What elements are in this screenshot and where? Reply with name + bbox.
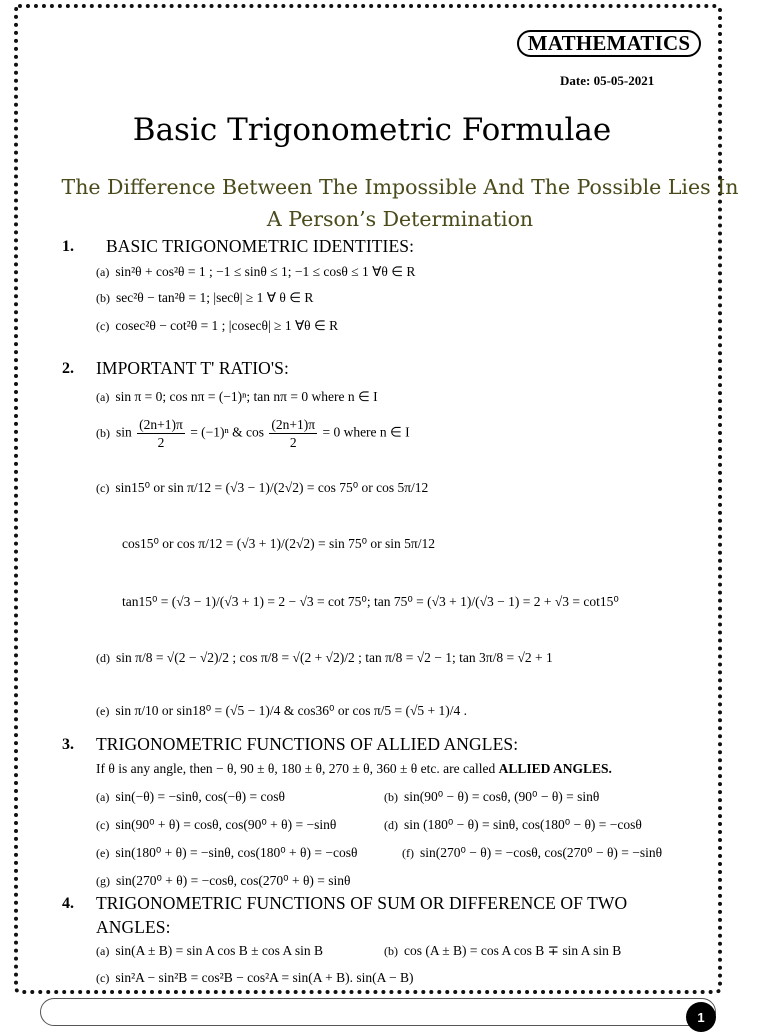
section-4-heading-cont: ANGLES: [96, 917, 171, 937]
fraction: $\frac{(2n+1)\pi}{2}$ [271, 417, 316, 450]
s2-line-b: (b) sin $\frac{(2n+1)\pi}{2}$ = (−1)ⁿ & cos $\frac{(2n+1)\pi}{2}$ = 0 where n ∈ I [96, 417, 410, 450]
s2-line-e: (e) sin π/10 or sin18⁰ = (√5 − 1)/4 & cos36⁰ or cos π/5 = (√5 + 1)/4 . [96, 703, 468, 718]
fraction: $\frac{(2n+1)\pi}{2}$ [139, 417, 183, 450]
section-1-number: 1. [62, 238, 74, 255]
s3-intro: If θ is any angle, then − θ, 90 ± θ, 180 ± θ, 270 ± θ, 360 ± θ etc. are called ALLIED ANGLES. [96, 761, 612, 776]
s3-line-b: (b) sin(90⁰ − θ) = cosθ, (90⁰ − θ) = sinθ [384, 789, 600, 804]
s4-line-c: (c) sin²A − sin²B = cos²B − cos²A = sin(A + B). sin(A − B) [96, 970, 414, 985]
section-4-number: 4. [62, 895, 74, 912]
section-2-number: 2. [62, 360, 74, 377]
section-3-number: 3. [62, 736, 74, 753]
s2-line-d: (d) sin π/8 = √(2 − √2)/2 ; cos π/8 = √(2 + √2)/2 ; tan π/8 = √2 − 1; tan 3π/8 = √2 + 1 [96, 650, 553, 665]
s2-line-c3: tan15⁰ = (√3 − 1)/(√3 + 1) = 2 − √3 = cot 75⁰; tan 75⁰ = (√3 + 1)/(√3 − 1) = 2 + √3 = cot15⁰ [122, 594, 619, 609]
s3-line-e: (e) sin(180⁰ + θ) = −sinθ, cos(180⁰ + θ) = −cosθ [96, 845, 358, 860]
quote: The Difference Between The Impossible And The Possible Lies In A Person’s Determination [61, 175, 739, 231]
date-label: Date: 05-05-2021 [560, 73, 655, 88]
s3-line-g: (g) sin(270⁰ + θ) = −cosθ, cos(270⁰ + θ) = sinθ [96, 873, 351, 888]
footer-bar [40, 998, 716, 1026]
section-2-heading: IMPORTANT T' RATIO'S: [96, 358, 289, 378]
subject-badge: MATHEMATICS [517, 30, 701, 57]
s2-line-a: (a) sin π = 0; cos nπ = (−1)ⁿ; tan nπ = 0 where n ∈ I [96, 389, 378, 404]
s1-line-a: (a) sin²θ + cos²θ = 1 ; −1 ≤ sinθ ≤ 1; −1 ≤ cosθ ≤ 1 ∀θ ∈ R [96, 264, 416, 279]
page-number: 1 [686, 1002, 716, 1032]
s1-line-b: (b) sec²θ − tan²θ = 1; |secθ| ≥ 1 ∀ θ ∈ R [96, 290, 314, 305]
s4-line-a: (a) sin(A ± B) = sin A cos B ± cos A sin B [96, 943, 324, 958]
s2-line-c2: cos15⁰ or cos π/12 = (√3 + 1)/(2√2) = sin 75⁰ or sin 5π/12 [122, 536, 435, 551]
section-1-heading: BASIC TRIGONOMETRIC IDENTITIES: [106, 236, 415, 256]
s3-line-c: (c) sin(90⁰ + θ) = cosθ, cos(90⁰ + θ) = −sinθ [96, 817, 337, 832]
s3-line-f: (f) sin(270⁰ − θ) = −cosθ, cos(270⁰ − θ) = −sinθ [402, 845, 663, 860]
s4-line-b: (b) cos (A ± B) = cos A cos B ∓ sin A sin B [384, 943, 622, 958]
s1-line-c: (c) cosec²θ − cot²θ = 1 ; |cosecθ| ≥ 1 ∀θ ∈ R [96, 318, 339, 333]
s2-line-c1: (c) sin15⁰ or sin π/12 = (√3 − 1)/(2√2) = cos 75⁰ or cos 5π/12 [96, 480, 429, 495]
page-title: Basic Trigonometric Formulae [132, 112, 612, 148]
s3-line-d: (d) sin (180⁰ − θ) = sinθ, cos(180⁰ − θ) = −cosθ [384, 817, 642, 832]
section-4-heading: TRIGONOMETRIC FUNCTIONS OF SUM OR DIFFERENCE OF TWO [96, 893, 628, 913]
s3-line-a: (a) sin(−θ) = −sinθ, cos(−θ) = cosθ [96, 789, 285, 804]
section-3-heading: TRIGONOMETRIC FUNCTIONS OF ALLIED ANGLES: [96, 734, 519, 754]
